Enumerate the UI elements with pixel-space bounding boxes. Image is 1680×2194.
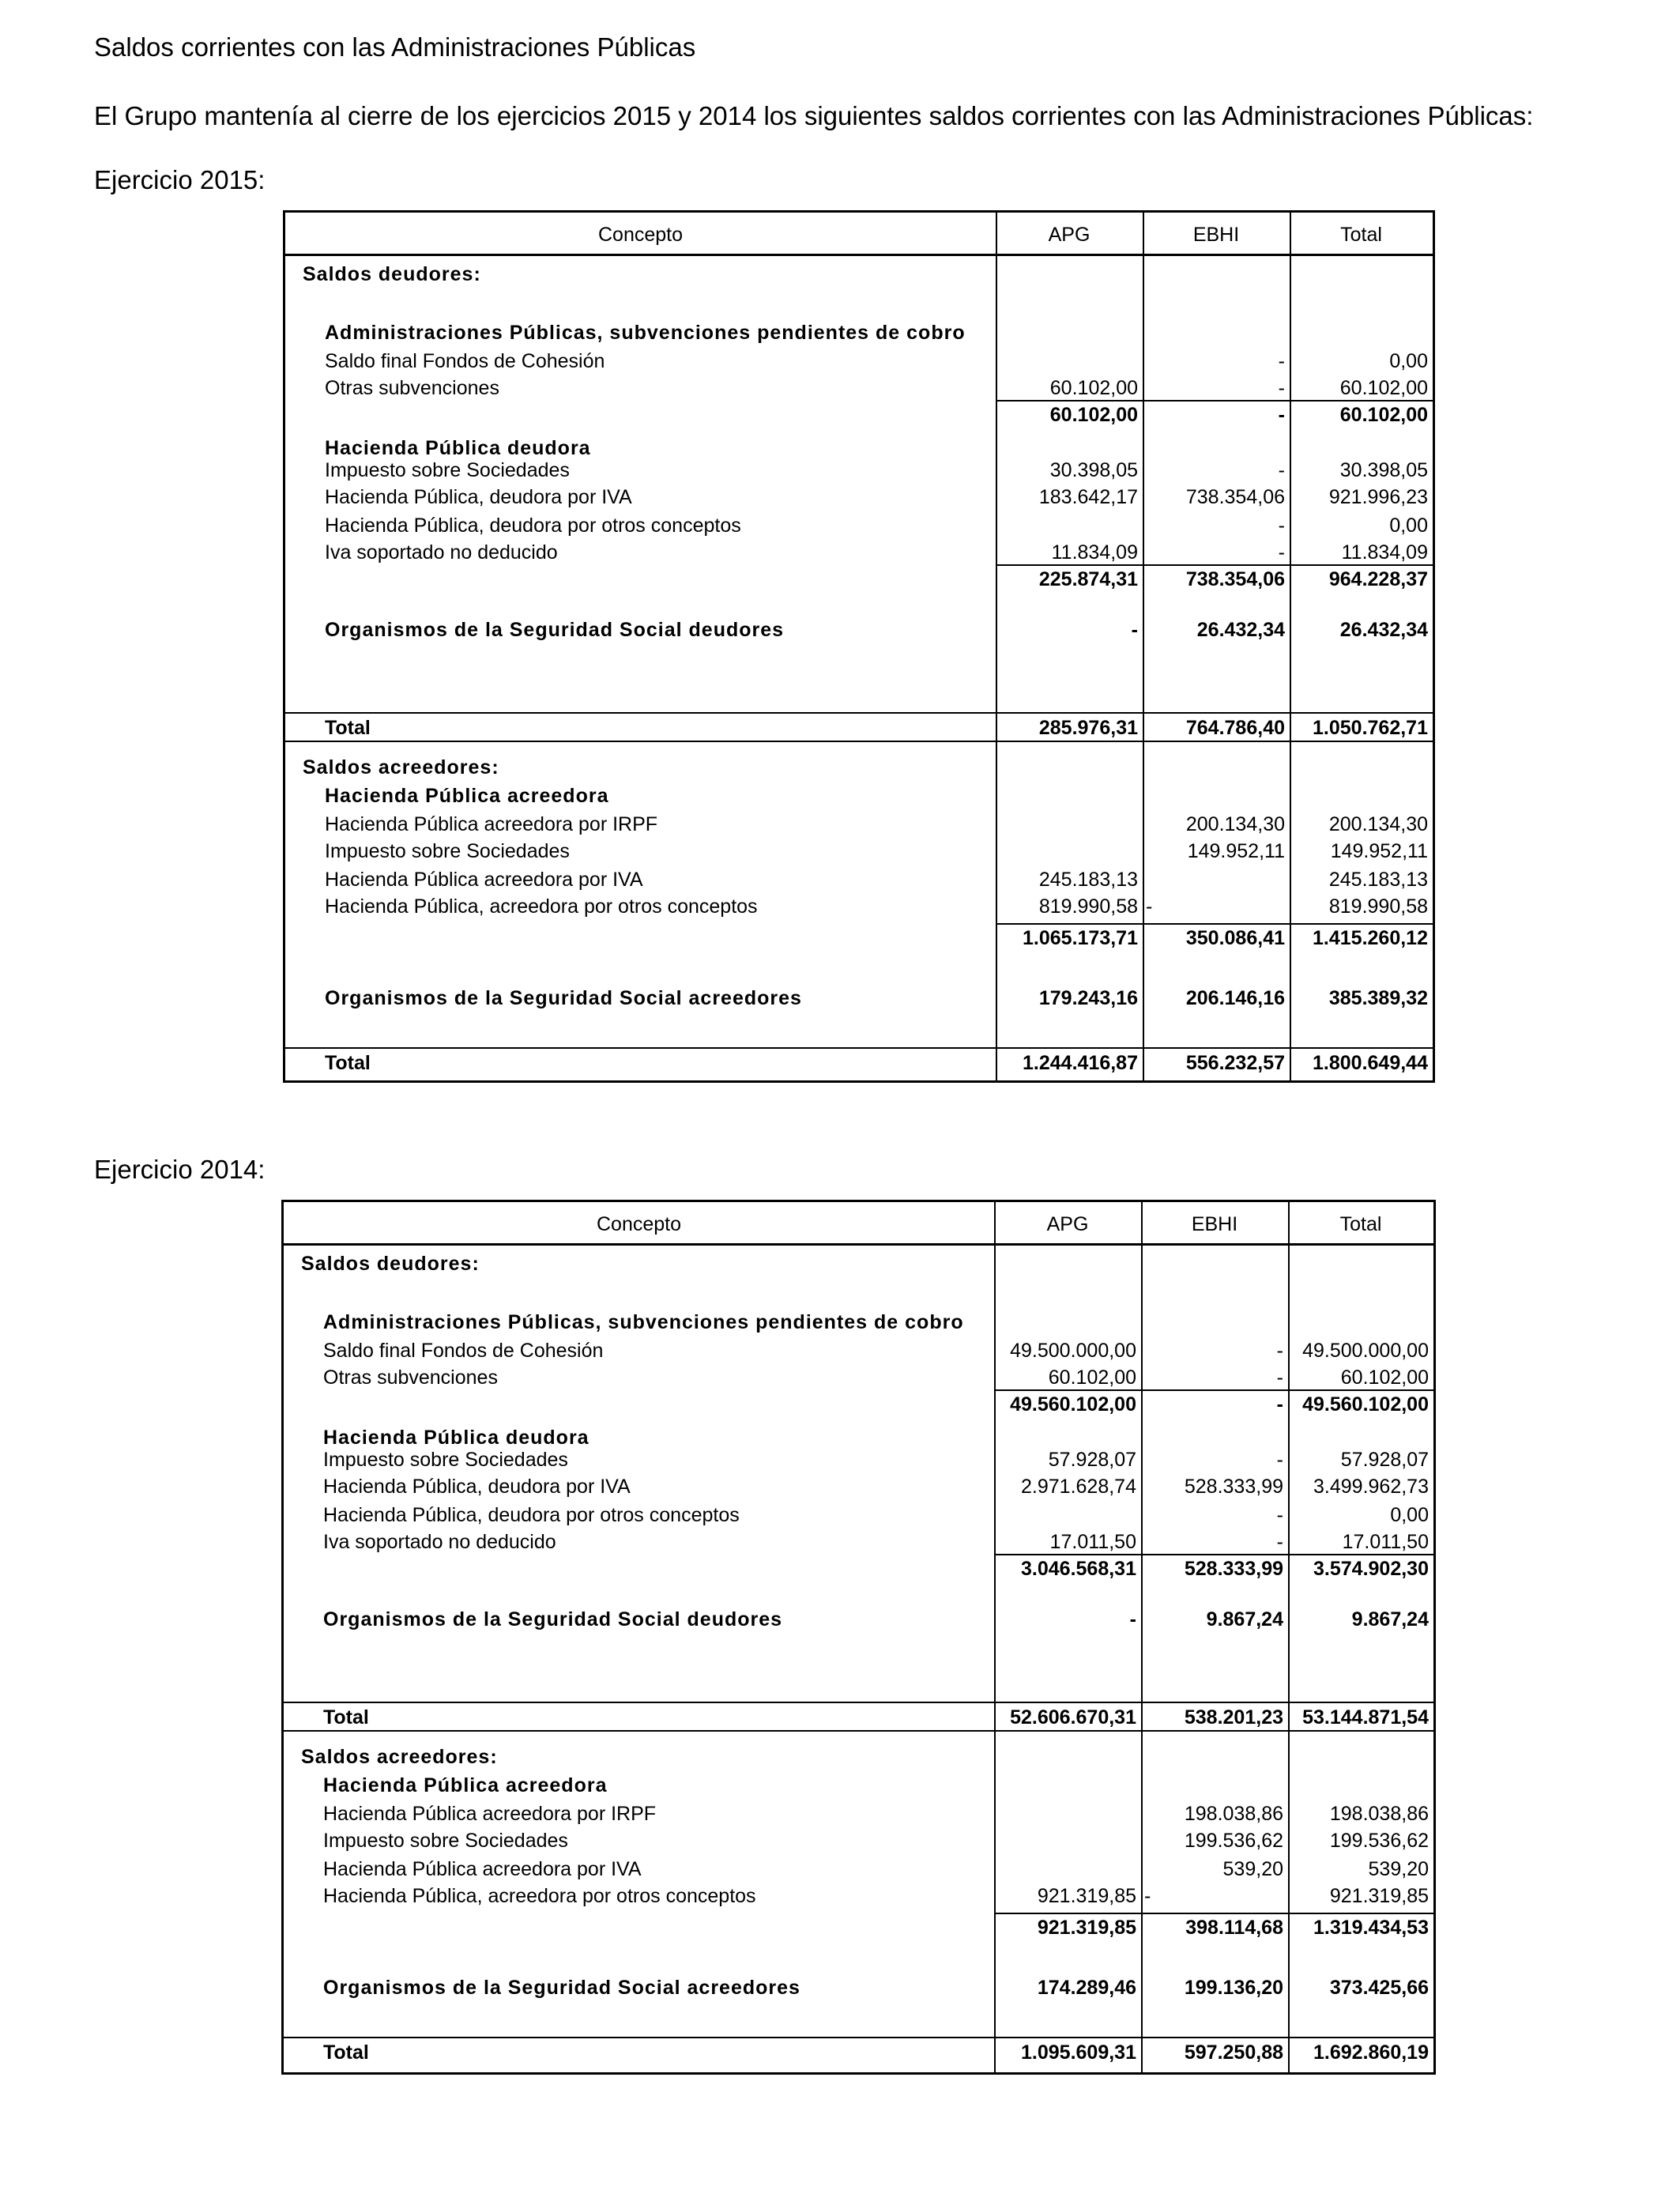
cell-total: 53.144.871,54 bbox=[1302, 1706, 1429, 1728]
cell-total: 49.500.000,00 bbox=[1302, 1340, 1429, 1362]
cell-total: 17.011,50 bbox=[1342, 1531, 1429, 1553]
table-row bbox=[284, 1800, 1433, 1828]
table-row bbox=[284, 1855, 1433, 1883]
cell-apg: 1.065.173,71 bbox=[1023, 927, 1138, 949]
cell-total: 11.834,09 bbox=[1341, 541, 1428, 564]
row-label: Hacienda Pública deudora bbox=[323, 1427, 590, 1449]
col-header-apg: APG bbox=[1046, 1213, 1089, 1235]
row-label: Iva soportado no deducido bbox=[325, 541, 558, 564]
table-row bbox=[284, 1771, 1433, 1800]
table-row bbox=[284, 1973, 1433, 2002]
cell-ebhi: 398.114,68 bbox=[1185, 1917, 1283, 1939]
cell-ebhi: 198.038,86 bbox=[1184, 1803, 1283, 1825]
table-row bbox=[285, 565, 1433, 594]
col-header-ebhi: EBHI bbox=[1191, 1213, 1238, 1235]
cell-apg: 60.102,00 bbox=[1049, 404, 1138, 426]
cell-ebhi: 149.952,11 bbox=[1187, 840, 1285, 862]
row-label: Hacienda Pública acreedora bbox=[323, 1774, 608, 1796]
table-row bbox=[285, 483, 1433, 511]
subtotal-rule bbox=[996, 564, 1433, 566]
cell-apg: - bbox=[1129, 1608, 1136, 1630]
table-row bbox=[284, 1605, 1433, 1634]
table-row bbox=[284, 1472, 1433, 1501]
table-row bbox=[285, 714, 1433, 742]
table-row bbox=[284, 1390, 1433, 1419]
cell-ebhi: - bbox=[1146, 895, 1153, 918]
table-row bbox=[284, 1882, 1433, 1910]
cell-total: 1.319.434,53 bbox=[1313, 1917, 1429, 1939]
col-header-concepto: Concepto bbox=[596, 1213, 682, 1235]
table-row bbox=[284, 1446, 1433, 1474]
cell-total: 3.574.902,30 bbox=[1313, 1558, 1429, 1580]
table-row bbox=[285, 401, 1433, 429]
table-row bbox=[284, 1703, 1433, 1732]
table-row bbox=[284, 1743, 1433, 1771]
row-label: Saldo final Fondos de Cohesión bbox=[323, 1340, 604, 1362]
table-row bbox=[284, 1308, 1433, 1336]
row-label: Organismos de la Seguridad Social deudores bbox=[325, 619, 785, 641]
row-label: Otras subvenciones bbox=[325, 377, 499, 399]
cell-total: 60.102,00 bbox=[1339, 377, 1428, 399]
row-label: Administraciones Públicas, subvenciones pendientes de cobro bbox=[325, 322, 966, 344]
table-row bbox=[285, 260, 1433, 288]
table-caption-2015: Ejercicio 2015: bbox=[94, 165, 266, 194]
cell-apg: 49.560.102,00 bbox=[1010, 1393, 1136, 1416]
cell-ebhi: - bbox=[1278, 515, 1285, 537]
cell-total: 245.183,13 bbox=[1328, 869, 1428, 891]
intro-paragraph: El Grupo mantenía al cierre de los ejercicios 2015 y 2014 los siguientes saldos corrientes con las Administraciones Públicas: bbox=[94, 101, 1534, 130]
cell-ebhi: 199.136,20 bbox=[1184, 1977, 1283, 1999]
cell-total: 539,20 bbox=[1368, 1858, 1429, 1880]
cell-apg: 285.976,31 bbox=[1038, 717, 1138, 739]
table-row bbox=[284, 1250, 1433, 1278]
row-label: Hacienda Pública acreedora por IRPF bbox=[323, 1803, 657, 1825]
cell-total: 199.536,62 bbox=[1329, 1830, 1429, 1852]
table-row bbox=[285, 924, 1433, 952]
row-label: Impuesto sobre Sociedades bbox=[323, 1449, 568, 1471]
cell-ebhi: - bbox=[1276, 1531, 1283, 1553]
cell-apg: 245.183,13 bbox=[1038, 869, 1138, 891]
cell-apg: 49.500.000,00 bbox=[1010, 1340, 1136, 1362]
subtotal-rule bbox=[994, 1389, 1433, 1391]
cell-ebhi: 528.333,99 bbox=[1184, 1558, 1283, 1580]
table-row bbox=[285, 374, 1433, 402]
row-label: Hacienda Pública deudora bbox=[325, 437, 591, 459]
row-label: Hacienda Pública acreedora por IRPF bbox=[325, 813, 658, 835]
cell-total: 198.038,86 bbox=[1329, 1803, 1429, 1825]
cell-ebhi: - bbox=[1276, 1393, 1283, 1416]
cell-ebhi: - bbox=[1278, 459, 1285, 481]
row-label: Hacienda Pública, deudora por otros conceptos bbox=[325, 515, 741, 537]
cell-total: 819.990,58 bbox=[1328, 895, 1428, 918]
table-row bbox=[285, 456, 1433, 484]
cell-total: 149.952,11 bbox=[1330, 840, 1428, 862]
subtotal-rule bbox=[994, 1913, 1433, 1914]
table-row bbox=[284, 1363, 1433, 1392]
table-row bbox=[284, 2038, 1433, 2067]
cell-apg: 3.046.568,31 bbox=[1021, 1558, 1136, 1580]
cell-ebhi: 200.134,30 bbox=[1185, 813, 1285, 835]
cell-apg: 819.990,58 bbox=[1038, 895, 1138, 918]
cell-ebhi: 556.232,57 bbox=[1185, 1052, 1285, 1074]
cell-apg: 921.319,85 bbox=[1037, 1917, 1136, 1939]
row-label: Saldos deudores: bbox=[303, 263, 481, 285]
col-header-total: Total bbox=[1339, 1213, 1382, 1235]
cell-apg: 921.319,85 bbox=[1037, 1885, 1136, 1907]
cell-total: 60.102,00 bbox=[1340, 1367, 1429, 1389]
cell-ebhi: - bbox=[1278, 404, 1285, 426]
row-label: Total bbox=[323, 2041, 369, 2064]
cell-apg: 57.928,07 bbox=[1048, 1449, 1136, 1471]
cell-ebhi: 738.354,06 bbox=[1185, 486, 1285, 508]
table-row bbox=[285, 319, 1433, 347]
table-row bbox=[285, 753, 1433, 782]
cell-total: 1.050.762,71 bbox=[1313, 717, 1428, 739]
cell-total: 921.996,23 bbox=[1328, 486, 1428, 508]
row-label: Hacienda Pública, acreedora por otros conceptos bbox=[323, 1885, 756, 1907]
cell-total: 3.499.962,73 bbox=[1313, 1476, 1429, 1498]
row-label: Total bbox=[325, 1052, 371, 1074]
row-label: Hacienda Pública, deudora por IVA bbox=[325, 486, 632, 508]
row-label: Iva soportado no deducido bbox=[323, 1531, 556, 1553]
cell-total: 1.692.860,19 bbox=[1313, 2041, 1429, 2064]
col-header-ebhi: EBHI bbox=[1192, 224, 1240, 246]
cell-ebhi: - bbox=[1276, 1367, 1283, 1389]
row-label: Saldo final Fondos de Cohesión bbox=[325, 350, 605, 372]
cell-apg: 11.834,09 bbox=[1051, 541, 1138, 564]
total-rule-top bbox=[284, 1702, 1433, 1703]
cell-ebhi: 597.250,88 bbox=[1184, 2041, 1283, 2064]
table-row bbox=[284, 1555, 1433, 1583]
row-label: Hacienda Pública, deudora por otros conceptos bbox=[323, 1504, 740, 1526]
table-caption-2014: Ejercicio 2014: bbox=[94, 1155, 266, 1184]
cell-total: 1.800.649,44 bbox=[1313, 1052, 1428, 1074]
cell-ebhi: 9.867,24 bbox=[1206, 1608, 1283, 1630]
cell-apg: 225.874,31 bbox=[1038, 568, 1138, 590]
total-rule-top bbox=[285, 712, 1433, 714]
table-row bbox=[284, 1501, 1433, 1529]
cell-ebhi: 199.536,62 bbox=[1184, 1830, 1283, 1852]
cell-ebhi: - bbox=[1278, 350, 1285, 372]
table-row bbox=[285, 347, 1433, 375]
cell-apg: 60.102,00 bbox=[1048, 1367, 1136, 1389]
row-label: Impuesto sobre Sociedades bbox=[325, 459, 570, 481]
cell-apg: 52.606.670,31 bbox=[1010, 1706, 1136, 1728]
table-row bbox=[284, 1336, 1433, 1365]
table-row bbox=[284, 1913, 1433, 1942]
col-header-total: Total bbox=[1340, 224, 1382, 246]
subtotal-rule bbox=[996, 923, 1433, 925]
row-label: Saldos acreedores: bbox=[301, 1746, 498, 1768]
cell-apg: 60.102,00 bbox=[1049, 377, 1138, 399]
cell-total: 964.228,37 bbox=[1328, 568, 1428, 590]
cell-ebhi: - bbox=[1276, 1504, 1283, 1526]
balances-table-2014 bbox=[281, 1200, 1436, 2075]
row-label: Saldos deudores: bbox=[301, 1253, 480, 1275]
cell-apg: 17.011,50 bbox=[1049, 1531, 1136, 1553]
row-label: Impuesto sobre Sociedades bbox=[323, 1830, 568, 1852]
cell-apg: 174.289,46 bbox=[1037, 1977, 1136, 1999]
cell-apg: 1.095.609,31 bbox=[1021, 2041, 1136, 2064]
row-label: Impuesto sobre Sociedades bbox=[325, 840, 570, 862]
cell-total: 373.425,66 bbox=[1329, 1977, 1429, 1999]
cell-ebhi: - bbox=[1276, 1449, 1283, 1471]
cell-apg: 30.398,05 bbox=[1049, 459, 1138, 481]
row-label: Organismos de la Seguridad Social acreedores bbox=[323, 1977, 800, 1999]
cell-total: 57.928,07 bbox=[1340, 1449, 1429, 1471]
cell-ebhi: - bbox=[1144, 1885, 1151, 1907]
cell-total: 30.398,05 bbox=[1339, 459, 1428, 481]
cell-ebhi: 206.146,16 bbox=[1185, 987, 1285, 1009]
total-rule-bottom bbox=[285, 741, 1433, 742]
table-row bbox=[285, 865, 1433, 894]
table-row bbox=[285, 837, 1433, 865]
cell-ebhi: 538.201,23 bbox=[1184, 1706, 1283, 1728]
cell-apg: 179.243,16 bbox=[1038, 987, 1138, 1009]
row-label: Saldos acreedores: bbox=[303, 756, 499, 778]
total-rule-bottom bbox=[284, 1730, 1433, 1732]
row-label: Hacienda Pública, acreedora por otros conceptos bbox=[325, 895, 758, 918]
table-row bbox=[285, 782, 1433, 810]
cell-apg: 2.971.628,74 bbox=[1021, 1476, 1136, 1498]
cell-total: 921.319,85 bbox=[1329, 1885, 1429, 1907]
col-header-concepto: Concepto bbox=[597, 224, 684, 246]
cell-apg: - bbox=[1131, 619, 1138, 641]
cell-total: 1.415.260,12 bbox=[1313, 927, 1428, 949]
subtotal-rule bbox=[994, 1554, 1433, 1555]
table-row bbox=[285, 538, 1433, 567]
cell-ebhi: 26.432,34 bbox=[1196, 619, 1285, 641]
table-row bbox=[285, 511, 1433, 540]
cell-total: 49.560.102,00 bbox=[1302, 1393, 1429, 1416]
cell-ebhi: - bbox=[1278, 541, 1285, 564]
table-row bbox=[285, 616, 1433, 644]
cell-total: 0,00 bbox=[1389, 350, 1428, 372]
cell-total: 60.102,00 bbox=[1339, 404, 1428, 426]
row-label: Organismos de la Seguridad Social deudores bbox=[323, 1608, 783, 1630]
row-label: Hacienda Pública acreedora por IVA bbox=[325, 869, 643, 891]
total-rule-top bbox=[284, 2037, 1433, 2038]
cell-apg: 1.244.416,87 bbox=[1023, 1052, 1138, 1074]
row-label: Total bbox=[323, 1706, 369, 1728]
cell-total: 0,00 bbox=[1389, 515, 1428, 537]
cell-ebhi: - bbox=[1278, 377, 1285, 399]
cell-total: 9.867,24 bbox=[1351, 1608, 1429, 1630]
table-row bbox=[285, 1049, 1433, 1077]
col-header-apg: APG bbox=[1048, 224, 1090, 246]
cell-total: 200.134,30 bbox=[1328, 813, 1428, 835]
cell-total: 26.432,34 bbox=[1339, 619, 1428, 641]
table-row bbox=[284, 1826, 1433, 1855]
cell-ebhi: - bbox=[1276, 1340, 1283, 1362]
subtotal-rule bbox=[996, 400, 1433, 401]
cell-ebhi: 528.333,99 bbox=[1184, 1476, 1283, 1498]
cell-total: 385.389,32 bbox=[1328, 987, 1428, 1009]
cell-ebhi: 764.786,40 bbox=[1185, 717, 1285, 739]
page-heading: Saldos corrientes con las Administraciones Públicas bbox=[94, 32, 696, 62]
row-label: Hacienda Pública, deudora por IVA bbox=[323, 1476, 631, 1498]
table-row bbox=[285, 984, 1433, 1012]
cell-total: 0,00 bbox=[1390, 1504, 1429, 1526]
cell-ebhi: 738.354,06 bbox=[1185, 568, 1285, 590]
row-label: Administraciones Públicas, subvenciones pendientes de cobro bbox=[323, 1311, 964, 1333]
table-row bbox=[285, 892, 1433, 921]
cell-ebhi: 350.086,41 bbox=[1185, 927, 1285, 949]
row-label: Total bbox=[325, 717, 371, 739]
row-label: Otras subvenciones bbox=[323, 1367, 498, 1389]
balances-table-2015 bbox=[283, 210, 1435, 1083]
row-label: Organismos de la Seguridad Social acreedores bbox=[325, 987, 802, 1009]
row-label: Hacienda Pública acreedora bbox=[325, 785, 609, 807]
total-rule-top bbox=[285, 1047, 1433, 1049]
cell-ebhi: 539,20 bbox=[1222, 1858, 1283, 1880]
table-row bbox=[284, 1528, 1433, 1556]
table-row bbox=[285, 810, 1433, 839]
row-label: Hacienda Pública acreedora por IVA bbox=[323, 1858, 642, 1880]
cell-apg: 183.642,17 bbox=[1038, 486, 1138, 508]
